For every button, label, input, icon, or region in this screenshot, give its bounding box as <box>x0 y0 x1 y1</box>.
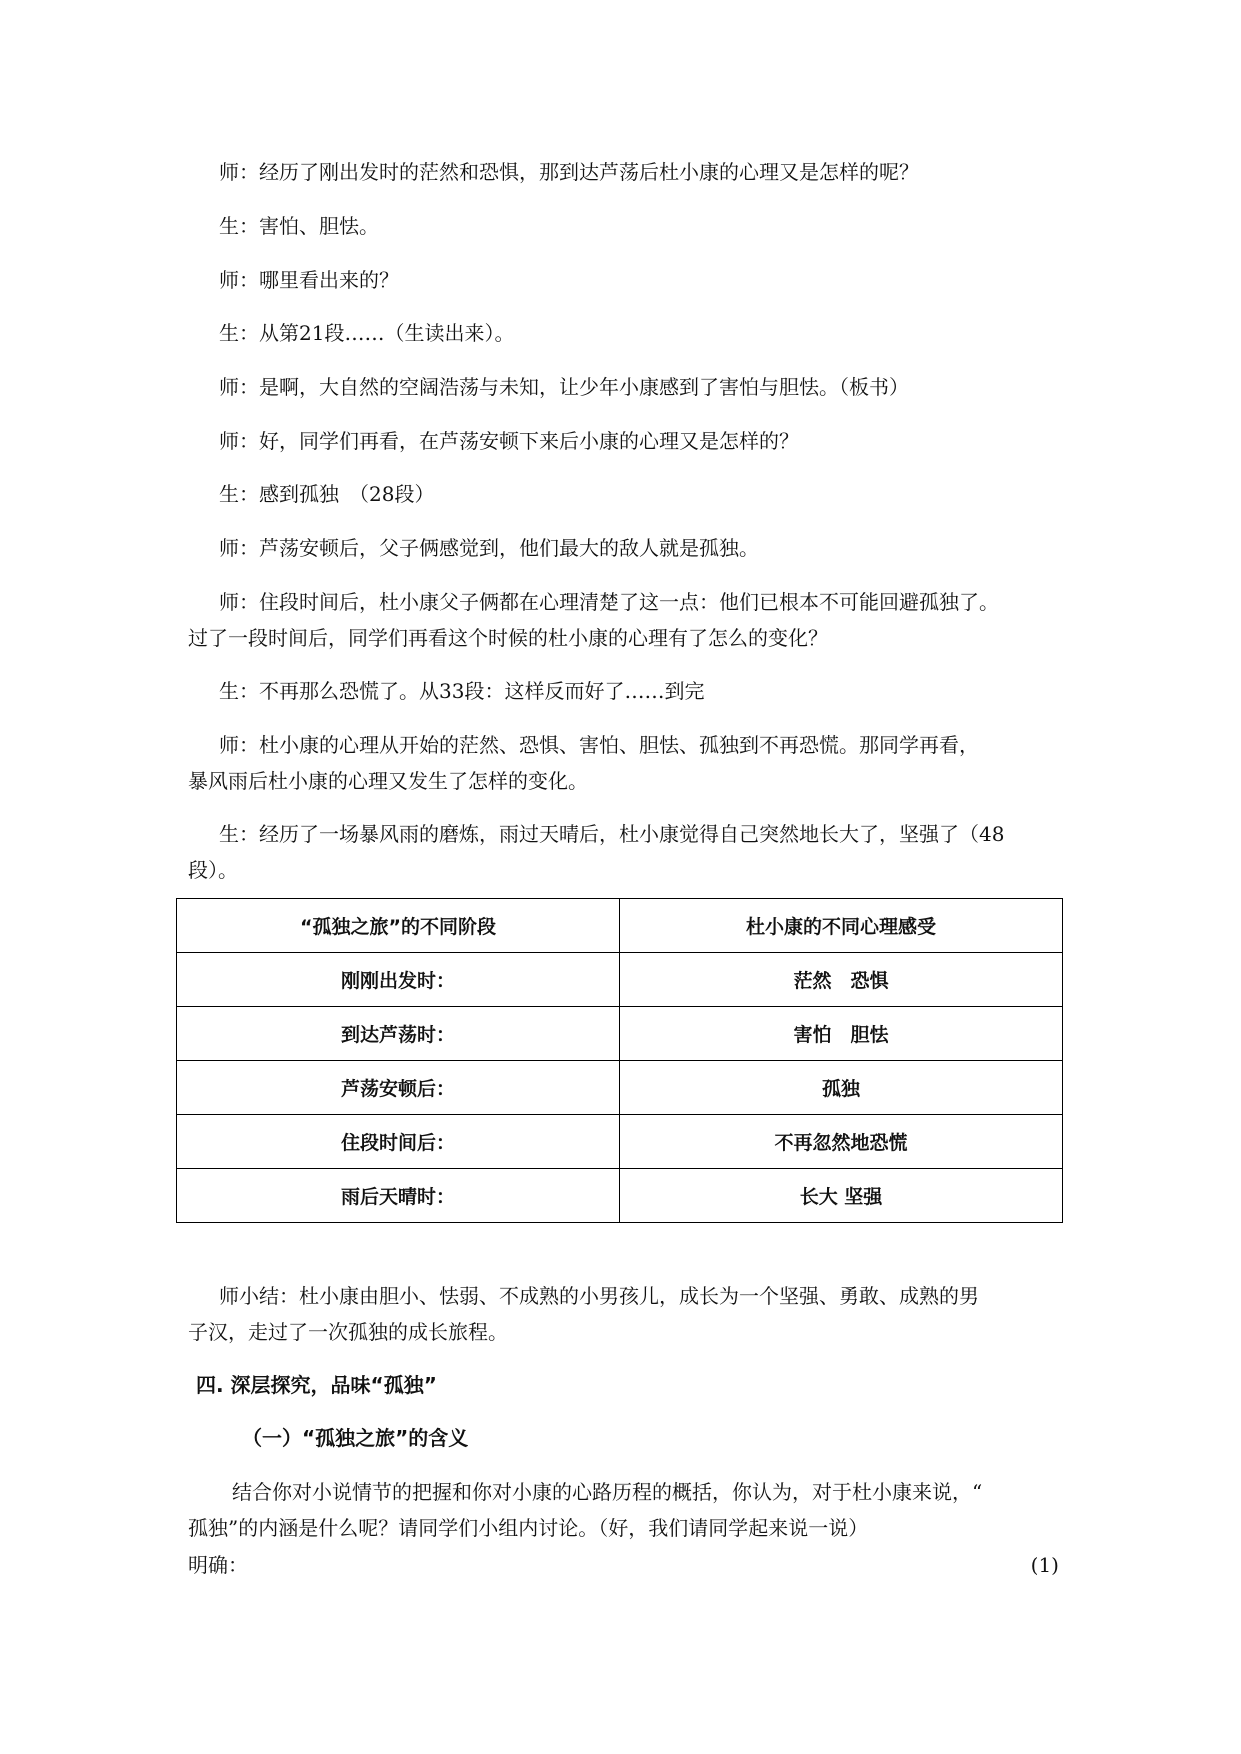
dialogue-line: 生：不再那么恐慌了。从33段：这样反而好了……到完 <box>219 679 705 703</box>
stages-table <box>176 898 1063 1223</box>
table-cell: 刚刚出发时： <box>177 953 620 1007</box>
table-cell: 到达芦荡时： <box>177 1007 620 1061</box>
question-paragraph: 结合你对小说情节的把握和你对小康的心路历程的概括，你认为，对于杜小康来说，“ <box>232 1480 983 1504</box>
dialogue-line: 生：害怕、胆怯。 <box>219 214 379 238</box>
section-heading: 四. 深层探究，品味“孤独” <box>196 1373 437 1397</box>
table-cell: 住段时间后： <box>177 1115 620 1169</box>
dialogue-line: 师：住段时间后，杜小康父子俩都在心理清楚了这一点：他们已根本不可能回避孤独了。 <box>219 590 999 614</box>
dialogue-line: 师：好，同学们再看，在芦荡安顿下来后小康的心理又是怎样的？ <box>219 429 799 453</box>
table-row <box>177 953 1063 1007</box>
dialogue-line: 生：感到孤独 （28段） <box>219 482 435 506</box>
table-header: 杜小康的不同心理感受 <box>620 899 1063 953</box>
dialogue-line: 生：经历了一场暴风雨的磨炼，雨过天晴后，杜小康觉得自己突然地长大了，坚强了（48 <box>219 822 1005 846</box>
table-row <box>177 1169 1063 1223</box>
table-header: “孤独之旅”的不同阶段 <box>177 899 620 953</box>
question-paragraph-continued: 孤独”的内涵是什么呢？请同学们小组内讨论。（好，我们请同学起来说一说） <box>188 1516 869 1540</box>
table-cell: 害怕 胆怯 <box>620 1007 1063 1061</box>
subsection-heading: （一）“孤独之旅”的含义 <box>242 1426 469 1450</box>
table-cell: 茫然 恐惧 <box>620 953 1063 1007</box>
teacher-summary-continued: 子汉，走过了一次孤独的成长旅程。 <box>188 1320 508 1344</box>
table-cell: 孤独 <box>620 1061 1063 1115</box>
dialogue-line: 师：是啊，大自然的空阔浩荡与未知，让少年小康感到了害怕与胆怯。（板书） <box>219 375 909 399</box>
teacher-summary: 师小结：杜小康由胆小、怯弱、不成熟的小男孩儿，成长为一个坚强、勇敢、成熟的男 <box>219 1284 979 1308</box>
dialogue-line: 师：哪里看出来的？ <box>219 268 399 292</box>
table-header-row <box>177 899 1063 953</box>
dialogue-line-continued: 过了一段时间后，同学们再看这个时候的杜小康的心理有了怎么的变化？ <box>188 626 828 650</box>
dialogue-line: 生：从第21段……（生读出来）。 <box>219 321 515 345</box>
dialogue-line: 师：经历了刚出发时的茫然和恐惧，那到达芦荡后杜小康的心理又是怎样的呢？ <box>219 160 919 184</box>
table-row <box>177 1007 1063 1061</box>
table-cell: 不再忽然地恐慌 <box>620 1115 1063 1169</box>
table-row <box>177 1115 1063 1169</box>
table-cell: 长大 坚强 <box>620 1169 1063 1223</box>
dialogue-line: 师：芦荡安顿后，父子俩感觉到，他们最大的敌人就是孤独。 <box>219 536 759 560</box>
answer-number: (1) <box>1030 1553 1059 1577</box>
table-cell: 雨后天晴时： <box>177 1169 620 1223</box>
answer-label: 明确： <box>188 1553 248 1577</box>
table-cell: 芦荡安顿后： <box>177 1061 620 1115</box>
dialogue-line: 师：杜小康的心理从开始的茫然、恐惧、害怕、胆怯、孤独到不再恐慌。那同学再看， <box>219 733 979 757</box>
dialogue-line-continued: 暴风雨后杜小康的心理又发生了怎样的变化。 <box>188 769 588 793</box>
dialogue-line-continued: 段）。 <box>188 858 238 882</box>
table-row <box>177 1061 1063 1115</box>
